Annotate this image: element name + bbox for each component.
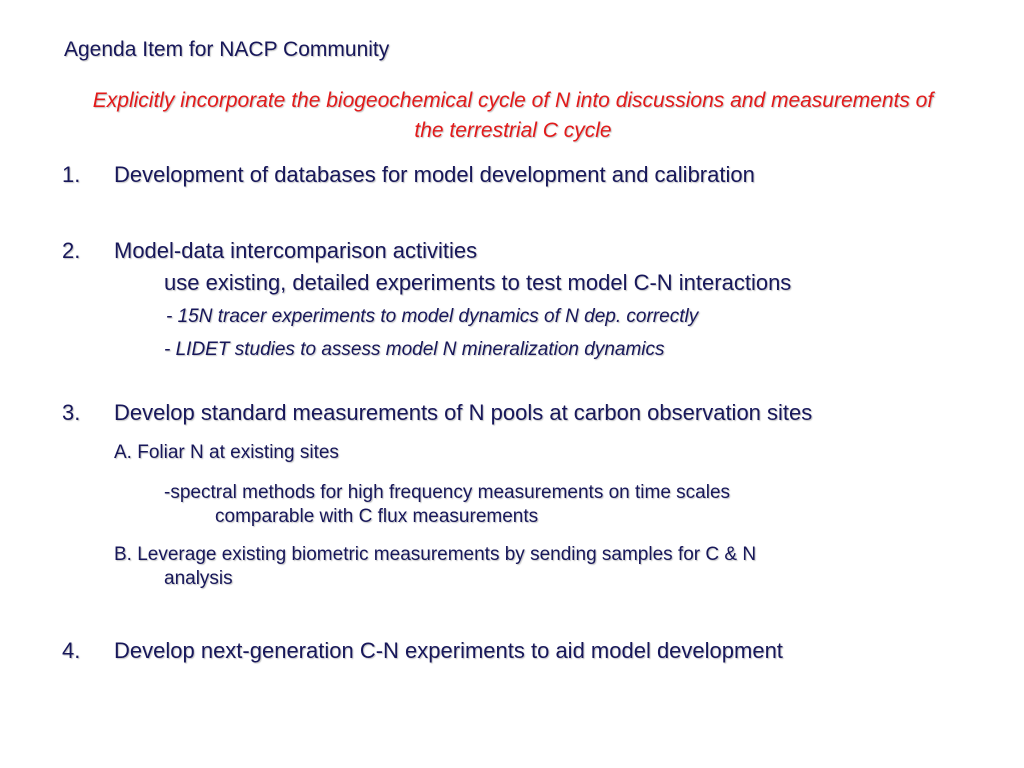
item-3-sub-a: A. Foliar N at existing sites [114,442,339,463]
item-3-text: Develop standard measurements of N pools at carbon observation sites [114,400,813,425]
item-3-sub-a-detail-line-1: -spectral methods for high frequency measurements on time scales [164,482,731,503]
item-3-sub-b-line-2: analysis [164,568,233,589]
item-2-bullet-2: - LIDET studies to assess model N mineralization dynamics [164,339,665,360]
item-4-number: 4. [62,638,81,663]
slide-subtitle: Explicitly incorporate the biogeochemical cycle of N into discussions and measurements of the terrestrial C cycle [92,89,934,142]
item-1-number: 1. [62,162,81,187]
item-3-number: 3. [62,400,81,425]
item-4-text: Develop next-generation C-N experiments to aid model development [114,638,783,663]
item-2-number: 2. [62,238,81,263]
item-2-bullet-1: - 15N tracer experiments to model dynamics of N dep. correctly [166,306,699,327]
item-2-subtext: use existing, detailed experiments to test model C-N interactions [164,270,792,295]
item-3-sub-a-detail-line-2: comparable with C flux measurements [215,506,539,527]
item-2-text: Model-data intercomparison activities [114,238,478,263]
item-3-sub-b-line-1: B. Leverage existing biometric measurements by sending samples for C & N [114,544,757,565]
item-1-text: Development of databases for model development and calibration [114,162,755,187]
slide-heading: Agenda Item for NACP Community [64,38,390,61]
